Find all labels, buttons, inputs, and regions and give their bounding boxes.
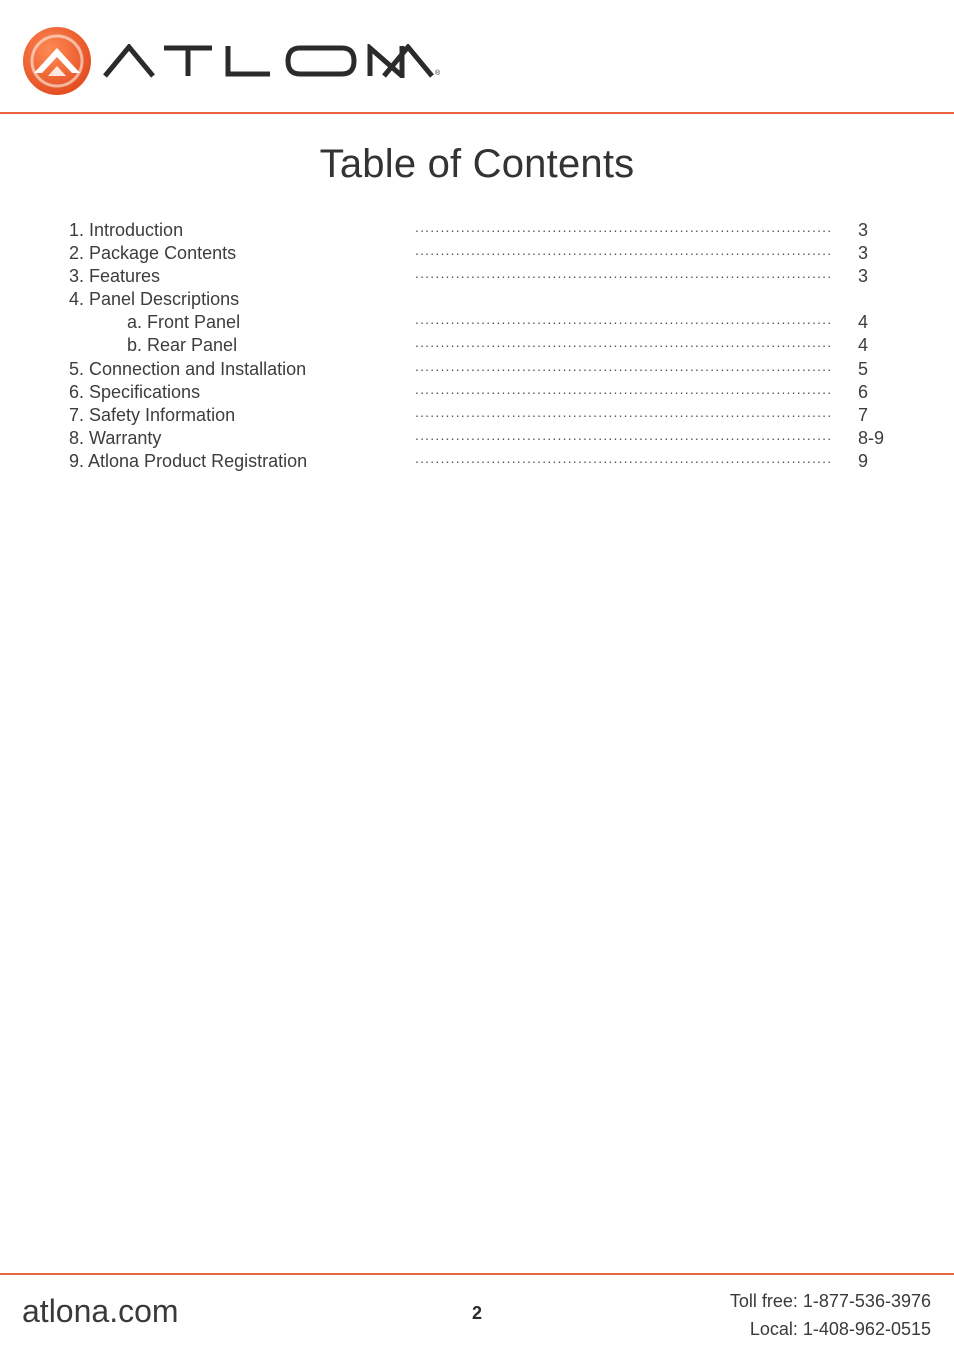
- toc-dot-leader: ..................................................................................: [415, 242, 833, 259]
- toc-entry-label: 4. Panel Descriptions: [69, 289, 240, 310]
- toc-entry-page: 3: [858, 243, 869, 264]
- toc-dot-leader: ..................................................................................: [415, 311, 833, 328]
- toc-entry-page: 7: [858, 404, 869, 425]
- toc-entry-label: 9. Atlona Product Registration: [69, 450, 308, 471]
- toc-entry-page: 4: [858, 312, 869, 333]
- toc-entry-label: b. Rear Panel: [127, 335, 238, 356]
- toc-entry-label: 2. Package Contents: [69, 243, 237, 264]
- page-header: [0, 0, 954, 114]
- toc-dot-leader: ..................................................................................: [415, 265, 833, 282]
- toc-entry-label: 5. Connection and Installation: [69, 358, 307, 379]
- local-number: Local: 1-408-962-0515: [749, 1319, 931, 1339]
- toc-entry: [69, 450, 899, 473]
- atlona-wordmark: [102, 44, 444, 78]
- toc-dot-leader: ..................................................................................: [415, 219, 833, 235]
- table-of-contents: [69, 219, 899, 473]
- toc-dot-leader: ..................................................................................: [415, 403, 833, 420]
- toc-entry-label: a. Front Panel: [127, 312, 241, 333]
- footer-website: atlona.com: [22, 1293, 179, 1329]
- toc-entry-page: 6: [858, 381, 869, 402]
- toc-dot-leader: ..................................................................................: [415, 380, 833, 397]
- toc-entry-label: 6. Specifications: [69, 381, 201, 402]
- page-title: Table of Contents: [319, 142, 635, 186]
- header-divider: [0, 112, 954, 114]
- toc-entry-label: 7. Safety Information: [69, 404, 236, 425]
- toc-entry-page: 3: [858, 220, 869, 240]
- toc-entry-label: 3. Features: [69, 266, 161, 287]
- toc-dot-leader: ..................................................................................: [415, 334, 833, 351]
- atlona-logo-icon: [22, 26, 92, 96]
- toc-entry-label: 1. Introduction: [69, 220, 184, 240]
- toc-entry-label: 8. Warranty: [69, 427, 162, 448]
- toc-entry-page: 5: [858, 358, 869, 379]
- registered-mark: ®: [435, 70, 441, 77]
- toc-dot-leader: ..................................................................................: [415, 357, 833, 374]
- toc-entry-page: 3: [858, 266, 869, 287]
- toc-dot-leader: ..................................................................................: [415, 449, 833, 466]
- toll-free-number: Toll free: 1-877-536-3976: [729, 1291, 931, 1311]
- toc-entry-page: 4: [858, 335, 869, 356]
- toc-entry: [69, 265, 899, 288]
- footer-divider: [0, 1273, 954, 1275]
- page-number: 2: [471, 1303, 482, 1323]
- footer-contact: [730, 1287, 931, 1343]
- toc-entry-page: 9: [858, 450, 869, 471]
- toc-entry-page: 8-9: [858, 427, 885, 448]
- toc-dot-leader: ..................................................................................: [415, 426, 833, 443]
